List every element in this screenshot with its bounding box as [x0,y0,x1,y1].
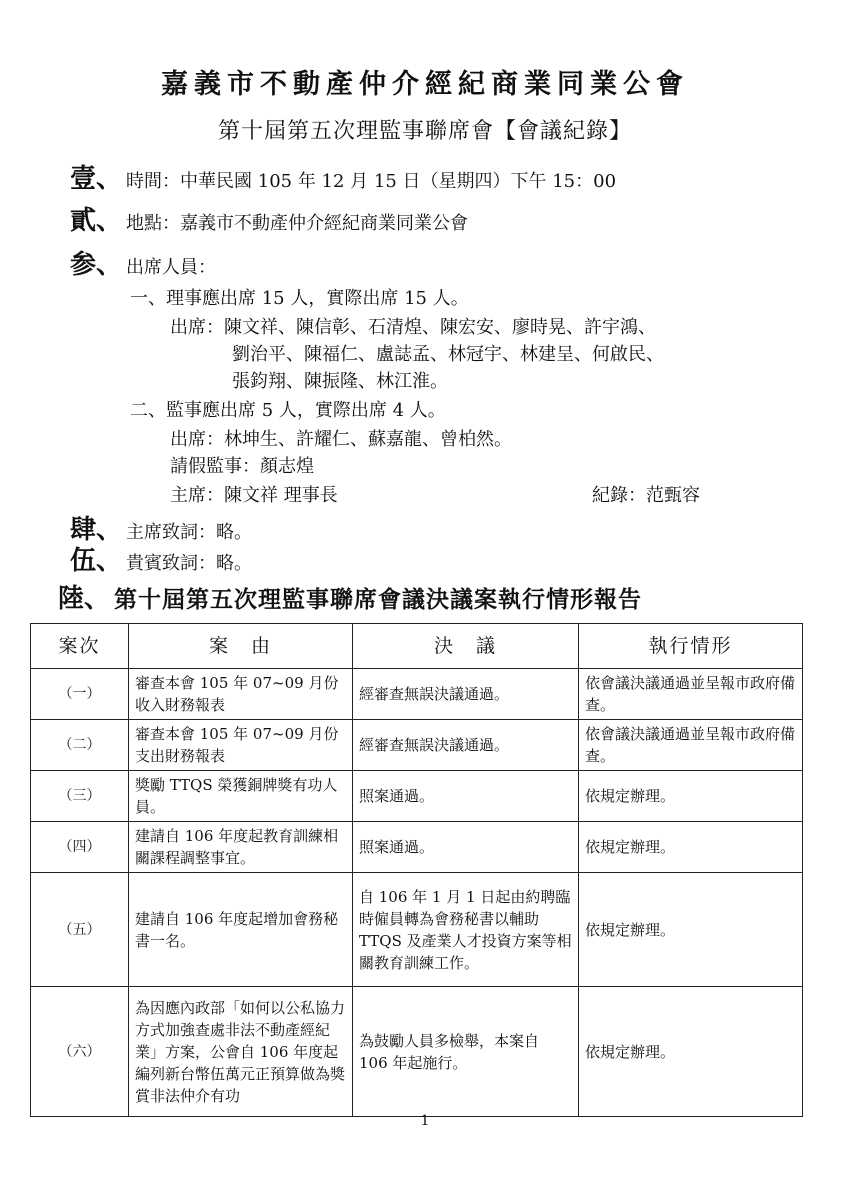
table-row [31,822,803,873]
case-resolution: 照案通過。 [353,822,579,873]
section-text: 地點：嘉義市不動產仲介經紀商業同業公會 [126,213,469,234]
case-status: 依規定辦理。 [579,771,803,822]
case-number: （三） [31,771,129,822]
document-title: 嘉義市不動產仲介經紀商業同業公會 [161,69,689,100]
case-number: （四） [31,822,129,873]
table-row [31,987,803,1117]
case-number: （六） [31,987,129,1117]
supervisor-on-leave: 請假監事：顏志煌 [170,456,314,477]
table-row [31,873,803,987]
case-status: 依規定辦理。 [579,987,803,1117]
case-status: 依規定辦理。 [579,873,803,987]
meeting-recorder: 紀錄：范甄容 [592,485,700,506]
section-number: 伍、 [70,546,123,576]
table-row [31,669,803,720]
directors-present-line: 出席：陳文祥、陳信彰、石清煌、陳宏安、廖時晃、許宇鴻、 [170,317,656,338]
section-number: 壹、 [70,164,123,194]
meeting-chair: 主席：陳文祥 理事長 [170,485,338,506]
directors-present-line: 張鈞翔、陳振隆、林江淮。 [232,371,448,392]
table-row [31,771,803,822]
table-row [31,720,803,771]
directors-count: 一、理事應出席 15 人，實際出席 15 人。 [130,288,469,309]
section-attendees [70,244,216,281]
case-status: 依規定辦理。 [579,822,803,873]
section-text: 主席致詞：略。 [126,522,253,543]
section-text: 時間：中華民國 105 年 12 月 15 日（星期四）下午 15：00 [126,171,617,192]
section-number: 参、 [70,250,123,280]
case-reason: 審查本會 105 年 07~09 月份支出財務報表 [129,720,353,771]
section-time [70,158,616,195]
case-reason: 建請自 106 年度起增加會務秘書一名。 [129,873,353,987]
resolution-report-table [30,623,803,1117]
case-resolution: 經審查無誤決議通過。 [353,720,579,771]
section-guest-speech [70,540,252,577]
section-location [70,200,468,237]
supervisors-count: 二、監事應出席 5 人，實際出席 4 人。 [130,400,446,421]
section-number: 肆、 [70,515,123,545]
case-number: （二） [31,720,129,771]
section-text: 貴賓致詞：略。 [126,553,253,574]
section-text: 出席人員： [126,257,217,278]
case-number: （五） [31,873,129,987]
case-resolution: 照案通過。 [353,771,579,822]
directors-present-line: 劉治平、陳福仁、盧誌孟、林冠宇、林建呈、何啟民、 [232,344,664,365]
column-header-resolution: 決 議 [353,624,579,669]
column-header-reason: 案 由 [129,624,353,669]
case-status: 依會議決議通過並呈報市政府備查。 [579,669,803,720]
column-header-status: 執行情形 [579,624,803,669]
table-header-row [31,624,803,669]
case-resolution: 自 106 年 1 月 1 日起由約聘臨時僱員轉為會務秘書以輔助 TTQS 及產業人才投資方案等相關教育訓練工作。 [353,873,579,987]
section-report-heading [58,578,642,615]
document-subtitle: 第十屆第五次理監事聯席會【會議紀錄】 [217,119,632,144]
case-resolution: 經審查無誤決議通過。 [353,669,579,720]
section-number: 陸、 [58,584,111,614]
section-text: 第十屆第五次理監事聯席會議決議案執行情形報告 [114,586,643,613]
page-number: 1 [420,1113,430,1129]
case-number: （一） [31,669,129,720]
case-reason: 審查本會 105 年 07~09 月份收入財務報表 [129,669,353,720]
section-number: 貳、 [70,206,123,236]
case-status: 依會議決議通過並呈報市政府備查。 [579,720,803,771]
case-resolution: 為鼓勵人員多檢舉，本案自 106 年起施行。 [353,987,579,1117]
supervisors-present: 出席：林坤生、許耀仁、蘇嘉龍、曾柏然。 [170,429,512,450]
column-header-case-no: 案次 [31,624,129,669]
case-reason: 獎勵 TTQS 榮獲銅牌獎有功人員。 [129,771,353,822]
case-reason: 為因應內政部「如何以公私協力方式加強查處非法不動產經紀業」方案，公會自 106 年度起編列新台幣伍萬元正預算做為獎賞非法仲介有功 [129,987,353,1117]
case-reason: 建請自 106 年度起教育訓練相關課程調整事宜。 [129,822,353,873]
